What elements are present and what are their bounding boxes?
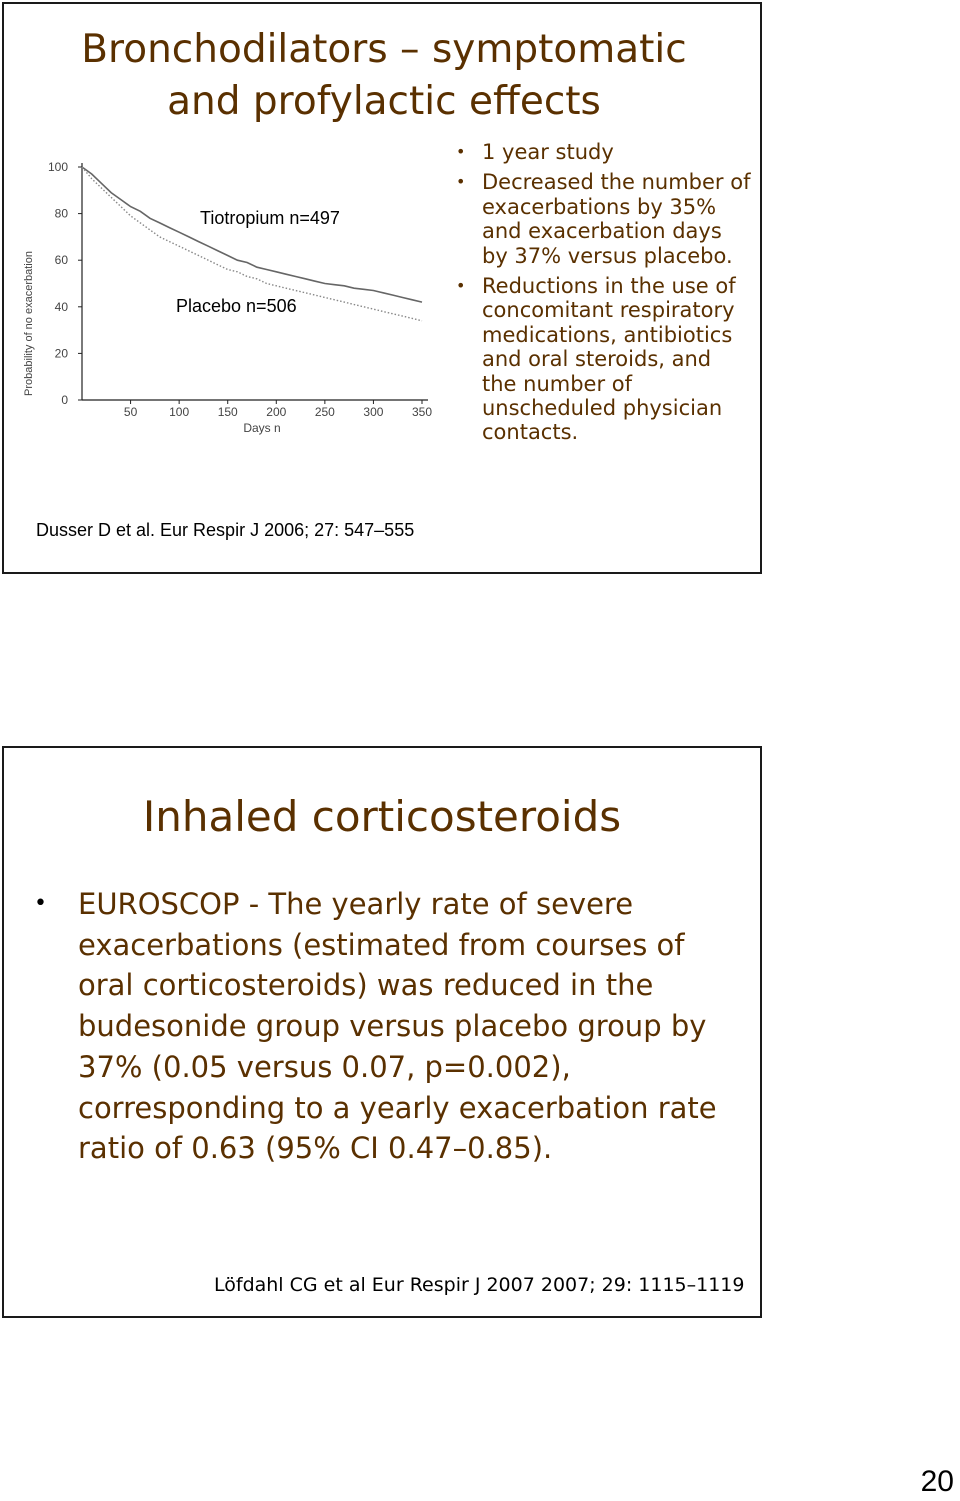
slide-inhaled-corticosteroids [2, 746, 762, 1318]
x-tick-label: 300 [363, 405, 384, 419]
slide-title: Bronchodilators – symptomatic and profylactic effects [81, 27, 687, 124]
y-axis-label: Probability of no exacerbation [23, 251, 35, 396]
slide-title: Inhaled corticosteroids [142, 792, 622, 841]
page-number: 20 [920, 1465, 954, 1498]
x-tick-label: 200 [266, 405, 287, 419]
slide-bronchodilators [2, 2, 762, 574]
y-tick-label: 20 [54, 346, 68, 361]
bullet-list [34, 884, 724, 1169]
x-tick-label: 250 [314, 405, 335, 419]
citation-lofdahl: Löfdahl CG et al Eur Respir J 2007 2007; 29: 1115–1119 [214, 1274, 745, 1296]
citation-dusser: Dusser D et al. Eur Respir J 2006; 27: 547–555 [36, 520, 415, 540]
tiotropium-label: Tiotropium n=497 [200, 208, 340, 228]
x-tick-label: 50 [123, 405, 138, 419]
y-tick-label: 80 [54, 206, 68, 221]
y-tick-label: 40 [54, 299, 68, 314]
x-tick-label: 100 [169, 405, 190, 419]
y-tick-label: 100 [47, 160, 68, 174]
bullet-list [452, 140, 752, 451]
x-axis-label: Days n [243, 421, 281, 435]
x-tick-label: 350 [411, 405, 433, 419]
bullet-item: • Reductions in the use of concomitant respiratory medications, antibiotics and oral steroids, and the number of unscheduled physician contacts. [452, 274, 752, 445]
y-tick-label: 0 [61, 393, 68, 407]
bullet-item: • 1 year study [452, 140, 752, 164]
series-line-tiotropium [82, 167, 422, 302]
bullet-item: • Decreased the number of exacerbations by 35% and exacerbation days by 37% versus placebo. [452, 170, 752, 268]
y-tick-label: 60 [54, 253, 68, 268]
placebo-label: Placebo n=506 [176, 296, 297, 316]
bullet-item: • EUROSCOP - The yearly rate of severe exacerbations (estimated from courses of oral corticosteroids) was reduced in the budesonide group versus placebo group by 37% (0.05 versus 0.07, p=0.002), corresponding to a yearly exacerbation rate ratio of 0.63 (95% CI 0.47–0.85). [34, 884, 724, 1169]
x-tick-label: 150 [217, 405, 238, 419]
